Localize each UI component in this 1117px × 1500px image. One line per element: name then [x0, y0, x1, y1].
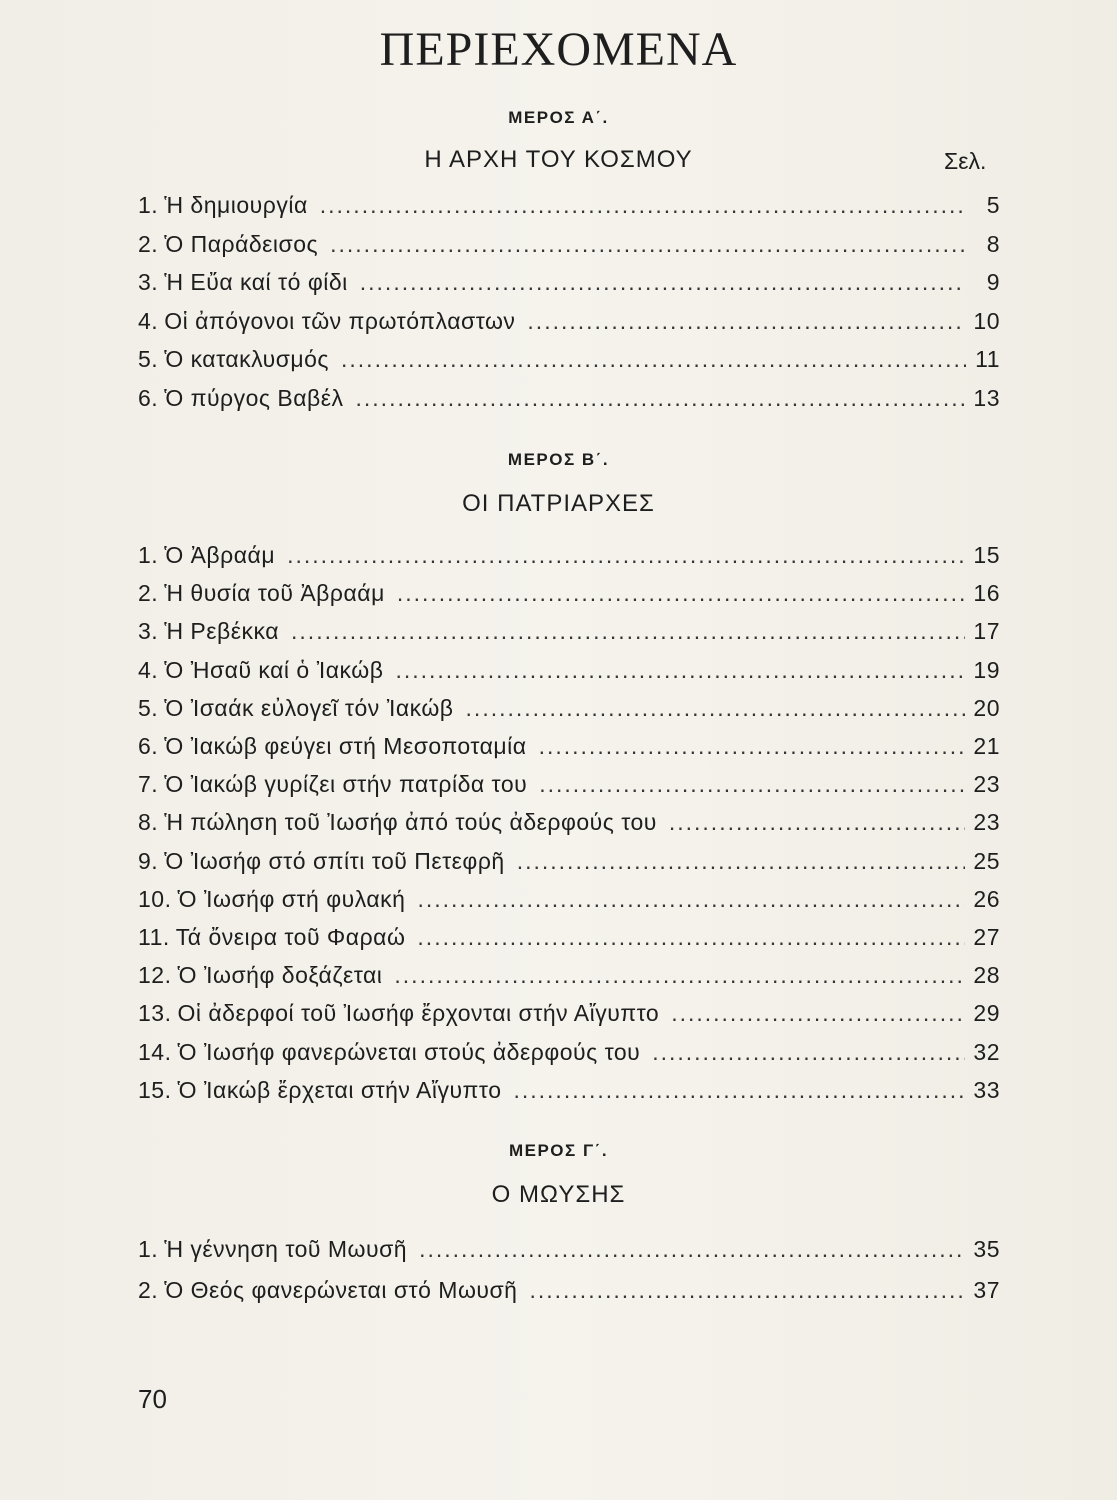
toc-entry-page: 8 [986, 230, 1000, 257]
toc-entry-title: Ἡ δημιουργία [164, 192, 308, 218]
toc-entry-number: 1. [138, 542, 159, 568]
toc-entry [138, 1077, 1000, 1113]
dot-leader [417, 924, 965, 951]
part-b-title: ΟΙ ΠΑΤΡΙΑΡΧΕΣ [462, 490, 655, 517]
toc-entry-number: 5. [138, 346, 159, 372]
toc-entry-number: 2. [138, 1277, 159, 1303]
toc-entry-title: Ὁ Ἰακώβ φεύγει στή Μεσοποταμία [164, 733, 527, 759]
page-column-label: Σελ. [944, 148, 987, 174]
toc-entry-page: 23 [973, 771, 1000, 798]
toc-entry-number: 2. [138, 230, 159, 257]
toc-entry-title: Τά ὄνειρα τοῦ Φαραώ [175, 924, 406, 950]
toc-entry-page: 20 [973, 694, 1000, 721]
toc-entry [138, 542, 1000, 578]
part-b-label: ΜΕΡΟΣ Β΄. [507, 450, 610, 469]
toc-entry-page: 23 [973, 809, 1000, 836]
toc-entry [138, 848, 1000, 884]
toc-entry-title: Ὁ πύργος Βαβέλ [164, 384, 344, 411]
toc-entry-title: Οἱ ἀπόγονοι τῶν πρωτόπλαστων [164, 307, 516, 334]
toc-entry [138, 809, 1000, 845]
toc-entry-page: 9 [986, 269, 1000, 295]
toc-entry-number: 12. [138, 962, 172, 989]
toc-entry [138, 771, 1000, 807]
dot-leader [669, 809, 966, 836]
dot-leader [513, 1077, 965, 1104]
toc-entry [138, 695, 1000, 731]
toc-entry [138, 269, 1000, 305]
toc-entry [138, 308, 1000, 344]
dot-leader [356, 385, 966, 412]
toc-entry-page: 35 [973, 1236, 1000, 1262]
toc-entry-number: 15. [138, 1076, 172, 1103]
toc-entry-title: Ὁ Ἠσαῦ καί ὁ Ἰακώβ [164, 656, 384, 683]
dot-leader [291, 618, 965, 645]
dot-leader [529, 1277, 965, 1304]
toc-entry-title: Ὁ Ἰωσήφ δοξάζεται [177, 962, 383, 989]
toc-entry-title: Ἡ Εὔα καί τό φίδι [164, 269, 348, 295]
toc-entry-title: Ὁ Παράδεισος [164, 230, 319, 257]
toc-entry [138, 580, 1000, 616]
toc-entry-title: Ὁ Ἰσαάκ εὐλογεῖ τόν Ἰακώβ [164, 694, 454, 721]
toc-entry-page: 37 [973, 1277, 1000, 1303]
toc-entry [138, 1236, 1000, 1272]
toc-entry [138, 733, 1000, 769]
dot-leader [539, 733, 966, 760]
page-number: 70 [138, 1384, 167, 1414]
toc-entry-title: Ἡ Ρεβέκκα [164, 618, 280, 645]
toc-entry-number: 6. [138, 384, 159, 411]
toc-entry-page: 21 [973, 733, 1000, 759]
toc-entry-page: 27 [973, 924, 1000, 950]
toc-entry-number: 5. [138, 694, 159, 721]
toc-entry [138, 1000, 1000, 1036]
toc-entry-number: 2. [138, 580, 159, 607]
toc-entry-page: 29 [973, 1000, 1000, 1027]
dot-leader [652, 1039, 965, 1066]
dot-leader [671, 1000, 965, 1027]
toc-entry-title: Ὁ Ἰακώβ ἔρχεται στήν Αἴγυπτο [177, 1076, 502, 1103]
toc-entry-page: 11 [975, 346, 1000, 372]
toc-entry-page: 13 [973, 384, 1000, 411]
toc-entry-page: 5 [986, 192, 1000, 218]
toc-entry-title: Ὁ Ἀβραάμ [164, 542, 276, 568]
toc-entry-page: 10 [973, 307, 1000, 334]
dot-leader [394, 962, 965, 989]
toc-entry-title: Ἡ πώληση τοῦ Ἰωσήφ ἀπό τούς ἀδερφούς του [164, 809, 657, 836]
dot-leader [395, 657, 965, 684]
toc-entry [138, 1039, 1000, 1075]
part-a-label: ΜΕΡΟΣ Α΄. [508, 108, 609, 127]
dot-leader [360, 269, 966, 296]
toc-entry-title: Ἡ θυσία τοῦ Ἀβραάμ [164, 580, 385, 607]
toc-entry-page: 32 [973, 1038, 1000, 1065]
part-c-label: ΜΕΡΟΣ Γ΄. [508, 1141, 609, 1160]
dot-leader [539, 771, 965, 798]
toc-entry-title: Ὁ Ἰακώβ γυρίζει στήν πατρίδα του [164, 771, 528, 798]
toc-entry-number: 1. [138, 1236, 159, 1262]
toc-entry [138, 657, 1000, 693]
toc-entry [138, 618, 1000, 654]
dot-leader [417, 886, 965, 913]
part-a-title: Η ΑΡΧΗ ΤΟΥ ΚΟΣΜΟΥ [424, 146, 693, 173]
dot-leader [466, 695, 966, 722]
toc-entry [138, 962, 1000, 998]
toc-entry-number: 13. [138, 1000, 172, 1027]
toc-entry [138, 924, 1000, 960]
toc-entry [138, 192, 1000, 228]
toc-entry-title: Ὁ Θεός φανερώνεται στό Μωυσῆ [164, 1277, 518, 1303]
toc-entry-number: 1. [138, 192, 159, 218]
toc-entry-page: 28 [973, 962, 1000, 989]
toc-entry-number: 8. [138, 809, 159, 836]
toc-entry [138, 385, 1000, 421]
toc-entry-number: 4. [138, 307, 159, 334]
toc-entry-title: Οἱ ἀδερφοί τοῦ Ἰωσήφ ἔρχονται στήν Αἴγυπτο [177, 1000, 660, 1027]
dot-leader [397, 580, 966, 607]
toc-entry-number: 10. [138, 885, 172, 912]
toc-entry [138, 886, 1000, 922]
toc-entry-title: Ὁ Ἰωσήφ στό σπίτι τοῦ Πετεφρῆ [164, 847, 505, 874]
toc-entry-number: 4. [138, 656, 159, 683]
toc-entry-title: Ὁ κατακλυσμός [164, 346, 330, 372]
toc-entry [138, 231, 1000, 267]
toc-entry-page: 26 [973, 885, 1000, 912]
toc-entry-page: 15 [973, 542, 1000, 568]
dot-leader [330, 231, 966, 258]
toc-entry-number: 3. [138, 269, 159, 295]
dot-leader [419, 1236, 965, 1263]
toc-entry [138, 1277, 1000, 1313]
toc-entry-page: 17 [973, 618, 1000, 645]
toc-entry-number: 11. [138, 924, 170, 950]
toc-entry-title: Ἡ γέννηση τοῦ Μωυσῆ [164, 1236, 408, 1262]
dot-leader [341, 346, 966, 373]
toc-entry-number: 7. [138, 771, 159, 798]
toc-entry-title: Ὁ Ἰωσήφ στή φυλακή [177, 885, 406, 912]
part-c-title: Ο ΜΩΥΣΗΣ [491, 1181, 626, 1208]
toc-entry-number: 9. [138, 847, 159, 874]
toc-entry [138, 346, 1000, 382]
toc-entry-page: 25 [973, 847, 1000, 874]
toc-entry-title: Ὁ Ἰωσήφ φανερώνεται στούς ἀδερφούς του [177, 1038, 641, 1065]
toc-entry-number: 14. [138, 1038, 172, 1065]
dot-leader [527, 308, 965, 335]
dot-leader [287, 542, 965, 569]
toc-entry-page: 19 [973, 656, 1000, 683]
toc-entry-page: 33 [973, 1076, 1000, 1103]
toc-entry-number: 6. [138, 733, 159, 759]
toc-entry-number: 3. [138, 618, 159, 645]
dot-leader [320, 192, 966, 219]
dot-leader [517, 848, 966, 875]
toc-entry-page: 16 [973, 580, 1000, 607]
page-title: ΠΕΡΙΕΧΟΜΕΝΑ [379, 23, 738, 76]
